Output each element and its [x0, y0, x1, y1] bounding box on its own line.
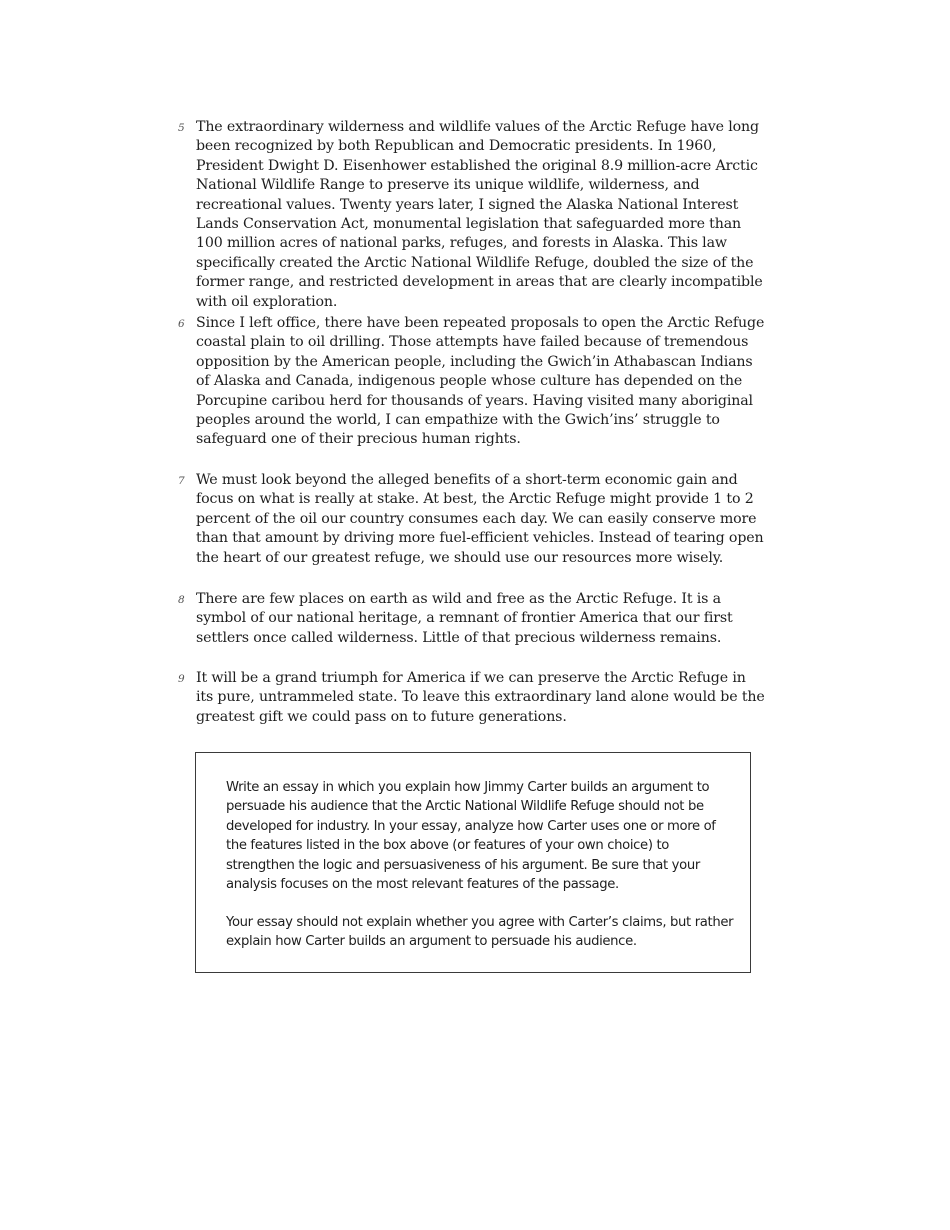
prompt-instructions: Write an essay in which you explain how Jimmy Carter builds an argument to persuade his audience that the Arctic National Wildlife Refuge should not be developed for industry. In your essay, analyze how Carter uses one or more of the features listed in the box above (or features of your own choice) to strengthen the logic and persuasiveness of his argument. Be sure that your analysis focuses on the most relevant features of the passage. — [226, 780, 716, 893]
paragraph-9 — [178, 669, 766, 727]
paragraph-text: There are few places on earth as wild and free as the Arctic Refuge. It is a symbol of our national heritage, a remnant of frontier America that our first settlers once called wilderness. Little of that precious wilderness remains. — [196, 591, 733, 646]
paragraph-5 — [178, 118, 766, 312]
paragraph-text: Since I left office, there have been repeated proposals to open the Arctic Refuge coastal plain to oil drilling. Those attempts have failed because of tremendous opposition by the American people, including the Gwich’in Athabascan Indians of Alaska and Canada, indigenous people whose culture has depended on the Porcupine caribou herd for thousands of years. Having visited many aboriginal peoples around the world, I can empathize with the Gwich’ins’ struggle to safeguard one of their precious human rights. — [196, 315, 765, 448]
paragraph-text: The extraordinary wilderness and wildlife values of the Arctic Refuge have long been recognized by both Republican and Democratic presidents. In 1960, President Dwight D. Eisenhower established the original 8.9 million-acre Arctic National Wildlife Range to preserve its unique wildlife, wilderness, and recreational values. Twenty years later, I signed the Alaska National Interest Lands Conservation Act, monumental legislation that safeguarded more than 100 million acres of national parks, refuges, and forests in Alaska. This law specifically created the Arctic National Wildlife Refuge, doubled the size of the former range, and restricted development in areas that are clearly incompatible with oil exploration. — [196, 119, 763, 310]
paragraph-number: 7 — [178, 475, 185, 487]
paragraph-6 — [178, 314, 766, 450]
paragraph-8 — [178, 590, 766, 648]
paragraph-text: It will be a grand triumph for America if we can preserve the Arctic Refuge in its pure, untrammeled state. To leave this extraordinary land alone would be the greatest gift we could pass on to future generations. — [196, 670, 765, 725]
paragraph-number: 9 — [178, 673, 185, 685]
paragraph-number: 8 — [178, 594, 185, 606]
paragraph-text: We must look beyond the alleged benefits of a short-term economic gain and focus on what is really at stake. At best, the Arctic Refuge might provide 1 to 2 percent of the oil our country consumes each day. We can easily conserve more than that amount by driving more fuel-efficient vehicles. Instead of tearing open the heart of our greatest refuge, we should use our resources more wisely. — [196, 472, 764, 566]
paragraph-number: 6 — [178, 318, 185, 330]
essay-prompt-box — [195, 752, 751, 973]
prompt-note: Your essay should not explain whether you agree with Carter’s claims, but rather explain how Carter builds an argument to persuade his audience. — [226, 915, 734, 950]
paragraph-7 — [178, 471, 766, 568]
paragraph-number: 5 — [178, 122, 185, 134]
